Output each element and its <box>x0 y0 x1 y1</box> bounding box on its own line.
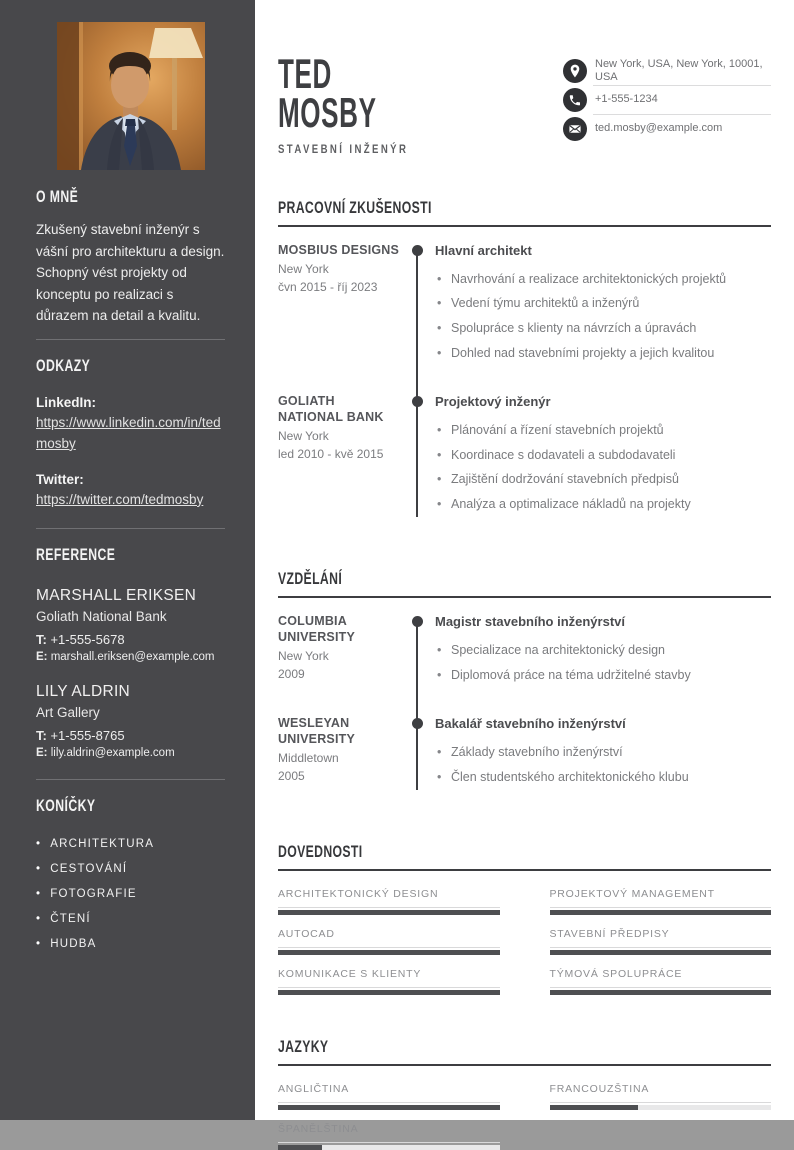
entry-right-column <box>435 243 771 370</box>
entry-left-column <box>278 394 400 521</box>
timeline-dot-icon <box>412 245 423 256</box>
contact-row-address <box>563 59 771 83</box>
education-entry <box>278 614 771 716</box>
language-label: ŠPANĚLŠTINA <box>278 1123 359 1136</box>
job-bullet: • Navrhování a realizace architektonických projektů <box>435 272 771 288</box>
skill-item <box>278 968 500 995</box>
email-icon <box>563 117 587 141</box>
reference-name: LILY ALDRIN <box>36 682 131 700</box>
skill-bar-track <box>278 950 500 955</box>
contact-address: New York, USA, New York, 10001, USA <box>595 57 763 83</box>
language-label: ANGLIČTINA <box>278 1083 350 1096</box>
degree-bullet: • Člen studentského architektonického klubu <box>435 770 771 786</box>
language-bar-fill <box>278 1145 322 1150</box>
hobby-item: • ČTENÍ <box>36 913 225 925</box>
skill-item <box>278 928 500 955</box>
skills-heading: DOVEDNOSTI <box>278 842 363 862</box>
timeline <box>400 243 435 370</box>
skill-label: PROJEKTOVÝ MANAGEMENT <box>549 888 715 901</box>
language-item <box>278 1083 500 1110</box>
language-divider <box>278 1102 500 1103</box>
timeline <box>400 716 435 794</box>
degree-bullet: • Diplomová práce na téma udržitelné stavby <box>435 668 771 684</box>
sidebar <box>0 0 255 1120</box>
skill-label: TÝMOVÁ SPOLUPRÁCE <box>549 968 683 981</box>
entry-right-column <box>435 394 771 521</box>
reference-email <box>36 651 225 663</box>
job-bullet: • Koordinace s dodavateli a subdodavateli <box>435 448 771 464</box>
link-item <box>36 395 225 455</box>
skill-bar-fill <box>278 910 500 915</box>
job-bullet: • Analýza a optimalizace nákladů na projekty <box>435 497 771 513</box>
skill-label: STAVEBNÍ PŘEDPISY <box>549 928 670 941</box>
hobby-item: • HUDBA <box>36 938 225 950</box>
company-name: GOLIATH NATIONAL BANK <box>278 394 384 424</box>
section-rule <box>278 225 771 227</box>
language-item <box>550 1083 772 1110</box>
degree-title: Magistr stavebního inženýrství <box>435 614 625 630</box>
link-label: LinkedIn: <box>36 394 96 410</box>
references-list <box>36 587 225 759</box>
skill-bar-track <box>278 910 500 915</box>
link-url[interactable]: https://twitter.com/tedmosby <box>36 491 204 507</box>
language-item <box>278 1123 500 1150</box>
company-name: MOSBIUS DESIGNS <box>278 243 400 258</box>
skill-item <box>550 928 772 955</box>
contact-block <box>563 59 771 141</box>
school-location: Middletown <box>278 750 339 765</box>
graduation-year: 2009 <box>278 667 305 682</box>
skill-divider <box>278 987 500 988</box>
skill-bar-fill <box>550 910 772 915</box>
email-label: E: <box>36 746 48 759</box>
skills-section <box>278 842 771 995</box>
header <box>278 50 771 157</box>
last-name: MOSBY <box>278 88 377 136</box>
skill-divider <box>550 947 772 948</box>
hobby-item: • CESTOVÁNÍ <box>36 863 225 875</box>
experience-section <box>278 198 771 527</box>
degree-bullets <box>435 745 771 785</box>
skill-bar-track <box>550 990 772 995</box>
skill-label: KOMUNIKACE S KLIENTY <box>278 968 422 981</box>
person-name <box>278 50 379 136</box>
contact-email: ted.mosby@example.com <box>595 122 723 135</box>
skill-item <box>550 968 772 995</box>
entry-left-column <box>278 716 400 794</box>
contact-row-phone <box>563 88 771 112</box>
timeline <box>400 614 435 692</box>
degree-bullets <box>435 643 771 683</box>
job-role: Projektový inženýr <box>435 394 551 410</box>
entry-left-column <box>278 614 400 692</box>
school-name: WESLEYAN UNIVERSITY <box>278 716 356 746</box>
reference-item <box>36 683 225 759</box>
entry-right-column <box>435 614 771 692</box>
skill-bar-fill <box>550 950 772 955</box>
language-bar-track <box>550 1105 772 1110</box>
reference-phone <box>36 728 225 743</box>
experience-entries <box>278 243 771 527</box>
experience-heading: PRACOVNÍ ZKUŠENOSTI <box>278 198 432 218</box>
about-text: Zkušený stavební inženýr s vášní pro architekturu a design. Schopný vést projekty od konceptu po realizaci s důrazem na detail a kvalitu. <box>36 222 225 324</box>
job-bullet: • Plánování a řízení stavebních projektů <box>435 423 771 439</box>
portrait-illustration <box>57 22 205 170</box>
company-location: New York <box>278 428 329 443</box>
reference-email <box>36 747 225 759</box>
language-bar-fill <box>278 1105 500 1110</box>
employment-dates: led 2010 - kvě 2015 <box>278 447 384 462</box>
skill-bar-fill <box>550 990 772 995</box>
skill-divider <box>278 907 500 908</box>
education-heading: VZDĚLÁNÍ <box>278 569 343 589</box>
phone-value: +1-555-5678 <box>50 631 125 647</box>
section-rule <box>278 869 771 871</box>
school-location: New York <box>278 648 329 663</box>
job-role: Hlavní architekt <box>435 243 532 259</box>
hobby-item: • ARCHITEKTURA <box>36 838 225 850</box>
language-label: FRANCOUZŠTINA <box>549 1083 650 1096</box>
section-rule <box>278 1064 771 1066</box>
contact-row-email <box>563 117 771 141</box>
link-item <box>36 472 225 511</box>
phone-icon <box>563 88 587 112</box>
skill-divider <box>278 947 500 948</box>
job-bullet: • Vedení týmu architektů a inženýrů <box>435 296 771 312</box>
skill-label: AUTOCAD <box>278 928 335 941</box>
job-bullets <box>435 272 771 362</box>
hobbies-heading: KONÍČKY <box>36 795 96 815</box>
education-section <box>278 569 771 800</box>
email-label: E: <box>36 650 48 663</box>
hobby-item: • FOTOGRAFIE <box>36 888 225 900</box>
contact-phone: +1-555-1234 <box>595 93 658 106</box>
language-bar-track <box>278 1105 500 1110</box>
entry-right-column <box>435 716 771 794</box>
profile-photo <box>57 22 205 170</box>
job-bullet: • Zajištění dodržování stavebních předpisů <box>435 472 771 488</box>
skills-grid <box>278 888 771 995</box>
skill-bar-track <box>278 990 500 995</box>
phone-label: T: <box>36 631 47 647</box>
email-value: lily.aldrin@example.com <box>50 746 175 759</box>
timeline <box>400 394 435 521</box>
reference-name: MARSHALL ERIKSEN <box>36 586 197 604</box>
reference-company: Goliath National Bank <box>36 608 167 624</box>
section-rule <box>278 596 771 598</box>
graduation-year: 2005 <box>278 769 305 784</box>
email-value: marshall.eriksen@example.com <box>50 650 215 663</box>
skill-item <box>550 888 772 915</box>
links-list <box>36 395 225 511</box>
skill-bar-track <box>550 950 772 955</box>
job-bullets <box>435 423 771 513</box>
timeline-dot-icon <box>412 396 423 407</box>
phone-value: +1-555-8765 <box>50 727 125 743</box>
skill-bar-track <box>550 910 772 915</box>
reference-company: Art Gallery <box>36 704 100 720</box>
education-entry <box>278 716 771 800</box>
languages-grid <box>278 1083 771 1150</box>
language-divider <box>278 1142 500 1143</box>
language-bar-fill <box>550 1105 639 1110</box>
languages-section <box>278 1037 771 1150</box>
sidebar-divider <box>36 779 225 780</box>
timeline-dot-icon <box>412 718 423 729</box>
company-location: New York <box>278 261 329 276</box>
entry-left-column <box>278 243 400 370</box>
education-entries <box>278 614 771 800</box>
skill-divider <box>550 907 772 908</box>
skill-divider <box>550 987 772 988</box>
location-pin-icon <box>563 59 587 83</box>
employment-dates: čvn 2015 - říj 2023 <box>278 280 378 295</box>
phone-label: T: <box>36 727 47 743</box>
person-job-title: STAVEBNÍ INŽENÝR <box>278 142 409 157</box>
skill-bar-fill <box>278 990 500 995</box>
timeline-dot-icon <box>412 616 423 627</box>
reference-item <box>36 587 225 663</box>
contact-divider <box>593 114 771 115</box>
school-name: COLUMBIA UNIVERSITY <box>278 614 356 645</box>
link-url[interactable]: https://www.linkedin.com/in/tedmosby <box>36 414 221 451</box>
language-bar-track <box>278 1145 500 1150</box>
skill-item <box>278 888 500 915</box>
degree-bullet: • Základy stavebního inženýrství <box>435 745 771 761</box>
name-block <box>278 50 441 157</box>
reference-phone <box>36 632 225 647</box>
references-heading: REFERENCE <box>36 544 116 564</box>
language-divider <box>550 1102 772 1103</box>
job-bullet: • Dohled nad stavebními projekty a jejich kvalitou <box>435 346 771 362</box>
skill-label: ARCHITEKTONICKÝ DESIGN <box>278 888 439 901</box>
job-bullet: • Spolupráce s klienty na návrzích a úpravách <box>435 321 771 337</box>
link-label: Twitter: <box>36 471 84 487</box>
contact-divider <box>593 85 771 86</box>
degree-title: Bakalář stavebního inženýrství <box>435 716 626 732</box>
links-heading: ODKAZY <box>36 355 91 375</box>
main-content <box>255 0 794 1136</box>
first-name: TED <box>278 50 332 97</box>
sidebar-divider <box>36 339 225 340</box>
languages-heading: JAZYKY <box>278 1037 329 1057</box>
sidebar-divider <box>36 528 225 529</box>
about-heading: O MNĚ <box>36 187 79 206</box>
degree-bullet: • Specializace na architektonický design <box>435 643 771 659</box>
hobbies-list <box>36 838 225 950</box>
experience-entry <box>278 243 771 394</box>
skill-bar-fill <box>278 950 500 955</box>
experience-entry <box>278 394 771 527</box>
